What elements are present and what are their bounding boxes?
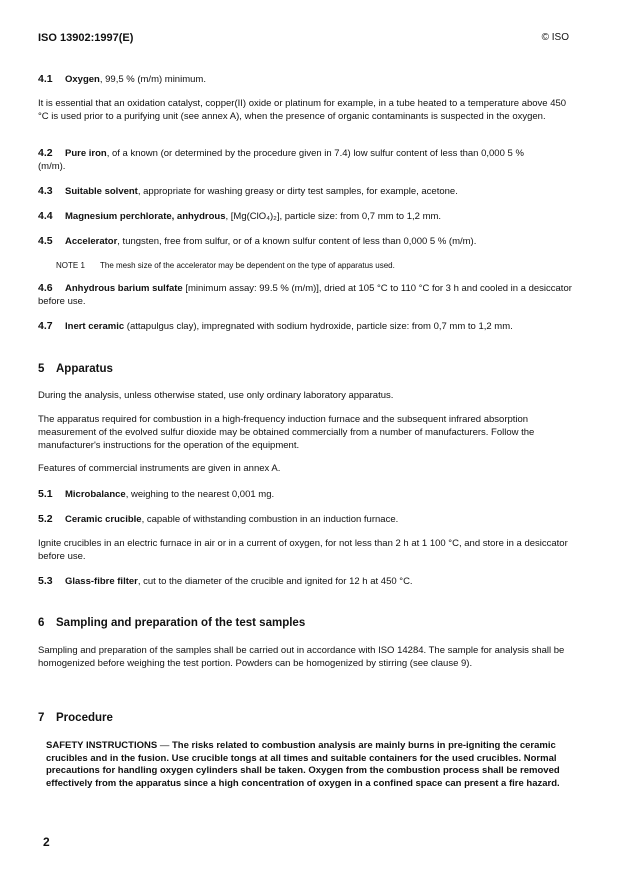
- clause-4-2: 4.2 Pure iron, of a known (or determined by the procedure given in 7.4) low sulfur content of less than 0,000 5 % (m/m).: [38, 147, 524, 172]
- copyright-mark: © ISO: [541, 32, 569, 43]
- clause-5-1: 5.1 Microbalance, weighing to the nearest 0,001 mg.: [38, 488, 275, 500]
- clause-4-4: 4.4 Magnesium perchlorate, anhydrous, [Mg(ClO₄)₂], particle size: from 0,7 mm to 1,2 mm.: [38, 210, 442, 222]
- standard-id: ISO 13902:1997(E): [38, 32, 134, 44]
- safety-instructions: SAFETY INSTRUCTIONS — The risks related to combustion analysis are mainly burns in pre-igniting the ceramic crucibles and in the fusion. Use crucible tongs at all times and suitable containers for the used crucibles. Normal precautions for handling oxygen cylinders shall be taken. Oxygen from the combustion process shall be removed effectively from the apparatus since a high concentration of oxygen in a confined space can present a fire hazard.: [46, 740, 560, 789]
- clause-4-6: 4.6 Anhydrous barium sulfate [minimum assay: 99.5 % (m/m)], dried at 105 °C to 110 °C for 3 h and cooled in a desiccator before use.: [38, 282, 572, 307]
- clause-4-1: 4.1 Oxygen, 99,5 % (m/m) minimum.: [38, 73, 206, 85]
- section-6-para-1: Sampling and preparation of the samples shall be carried out in accordance with ISO 14284. The sample for analysis shall be homogenized before weighing the test portion. Powders can be homogenized by stirring (see clause 9).: [38, 645, 565, 669]
- section-5-crucible-paragraph: Ignite crucibles in an electric furnace in air or in a current of oxygen, for not less than 2 h at 1 100 °C, and store in a desiccator before use.: [38, 538, 568, 562]
- section-5-para-1: During the analysis, unless otherwise stated, use only ordinary laboratory apparatus.: [38, 390, 394, 401]
- section-5-para-2: The apparatus required for combustion in a high-frequency induction furnace and the subsequent infrared absorption measurement of the evolved sulfur dioxide may be obtained commercially from a number of manufacturers. Follow the manufacturer's instructions for the operation of the equipment.: [38, 414, 535, 451]
- clause-5-3: 5.3 Glass-fibre filter, cut to the diameter of the crucible and ignited for 12 h at 450 °C.: [38, 575, 413, 587]
- section-5-heading: 5 Apparatus: [38, 363, 113, 375]
- section-5-para-3: Features of commercial instruments are given in annex A.: [38, 463, 281, 474]
- section-7-heading: 7 Procedure: [38, 712, 113, 724]
- clause-4-5: 4.5 Accelerator, tungsten, free from sulfur, or of a known sulfur content of less than 0,000 5 % (m/m).: [38, 235, 477, 247]
- clause-4-7: 4.7 Inert ceramic (attapulgus clay), impregnated with sodium hydroxide, particle size: from 0,7 mm to 1,2 mm.: [38, 320, 513, 332]
- note-1: NOTE 1 The mesh size of the accelerator may be dependent on the type of apparatus used.: [56, 261, 395, 270]
- clause-5-2: 5.2 Ceramic crucible, capable of withstanding combustion in an induction furnace.: [38, 513, 399, 525]
- oxygen-catalyst-paragraph: It is essential that an oxidation catalyst, copper(II) oxide or platinum for example, in a tube heated to a temperature above 450 °C is used prior to a purifying unit (see annex A), when the presence of organic contaminants is suspected in the oxygen.: [38, 98, 567, 122]
- page-number: 2: [43, 835, 50, 849]
- clause-4-3: 4.3 Suitable solvent, appropriate for washing greasy or dirty test samples, for example, acetone.: [38, 185, 458, 197]
- section-6-heading: 6 Sampling and preparation of the test samples: [38, 617, 306, 629]
